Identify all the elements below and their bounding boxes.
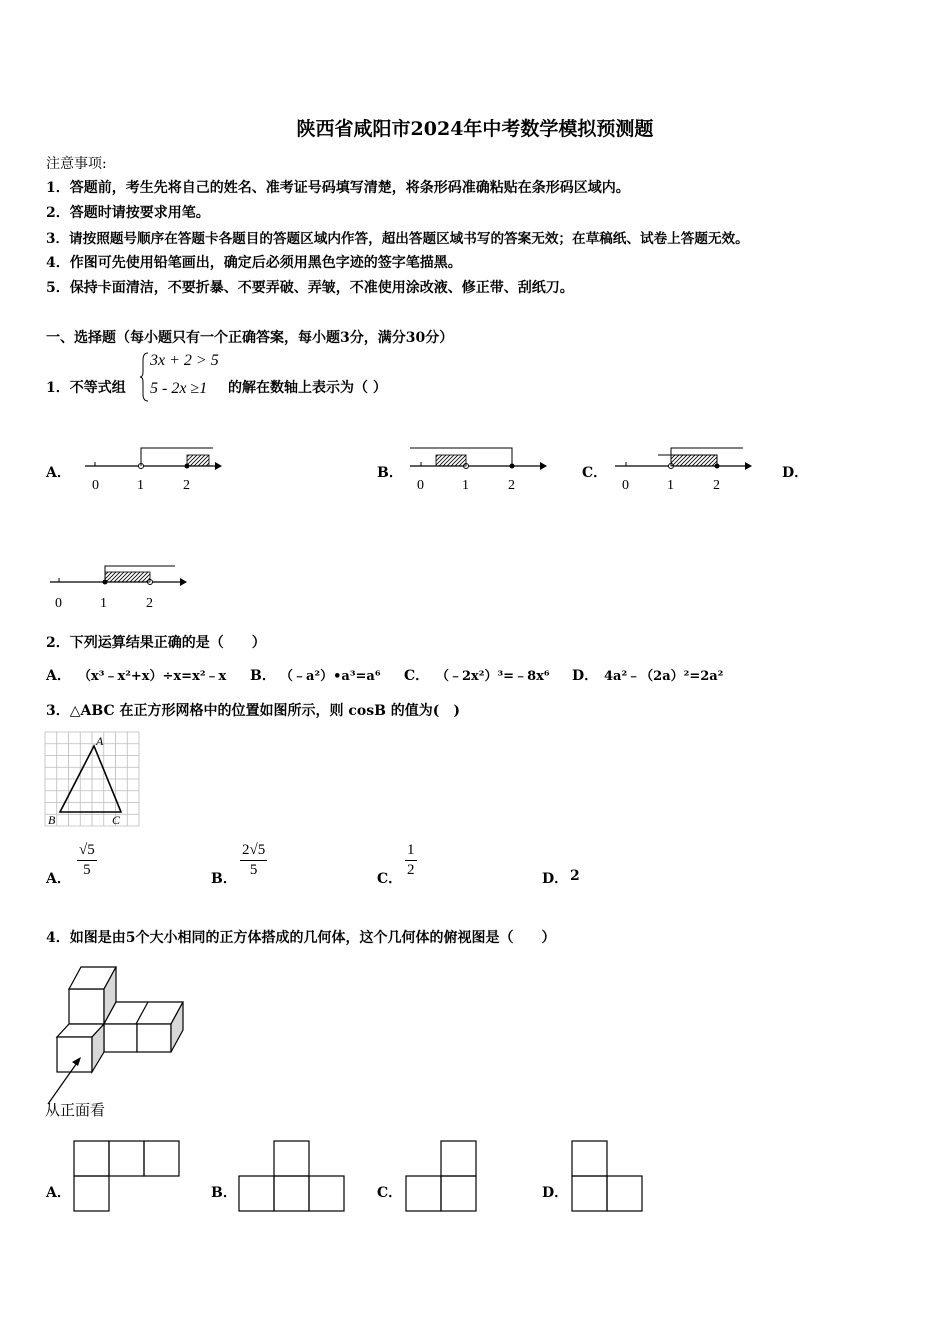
tick-label: 2 bbox=[146, 596, 153, 611]
number-line-c[interactable] bbox=[610, 440, 760, 495]
fraction-denominator: 5 bbox=[249, 862, 258, 878]
q3-option-c-label[interactable]: C． bbox=[377, 871, 403, 887]
notice-heading: 注意事项: bbox=[46, 156, 107, 172]
tick-label: 1 bbox=[137, 478, 144, 493]
top-view-c[interactable] bbox=[405, 1140, 485, 1215]
q1-option-d-label[interactable]: D． bbox=[782, 465, 809, 481]
number-line-d[interactable] bbox=[45, 555, 195, 613]
q1-option-b-label[interactable]: B． bbox=[377, 465, 403, 481]
tick-label: 1 bbox=[100, 596, 107, 611]
notice-item: 4．作图可先使用铅笔画出，确定后必须用黑色字迹的签字笔描黑。 bbox=[46, 255, 462, 271]
fraction-numerator: √5 bbox=[79, 842, 95, 858]
vertex-a-label: A bbox=[96, 734, 104, 748]
q4-option-c-label[interactable]: C． bbox=[377, 1185, 403, 1201]
notice-item: 2．答题时请按要求用笔。 bbox=[46, 205, 210, 221]
notice-item: 3．请按照题号顺序在答题卡各题目的答题区域内作答，超出答题区域书写的答案无效；在草稿纸、试卷上答题无效。 bbox=[46, 231, 749, 247]
q1-prefix: 1．不等式组 bbox=[46, 380, 126, 396]
inequality-1: 3x + 2 > 5 bbox=[150, 352, 219, 369]
tick-label: 1 bbox=[462, 478, 469, 493]
q3-option-a-value bbox=[77, 842, 97, 879]
tick-label: 2 bbox=[713, 478, 720, 493]
fraction-numerator: 2√5 bbox=[242, 842, 266, 858]
notice-item: 5．保持卡面清洁，不要折暴、不要弄破、弄皱，不准使用涂改液、修正带、刮纸刀。 bbox=[46, 280, 574, 296]
q3-option-b-value bbox=[240, 842, 267, 879]
vertex-c-label: C bbox=[112, 813, 121, 827]
system-brace-icon bbox=[140, 352, 150, 402]
q3-option-d-label[interactable]: D． bbox=[542, 871, 569, 887]
tick-label: 0 bbox=[55, 596, 62, 611]
q1-option-a-label[interactable]: A． bbox=[46, 465, 71, 481]
q2-option-c-text: （﹣2x²）³=﹣8x⁶ bbox=[436, 669, 550, 684]
tick-label: 0 bbox=[92, 478, 99, 493]
top-view-d[interactable] bbox=[571, 1140, 651, 1215]
vertex-b-label: B bbox=[48, 813, 56, 827]
q1-option-c-label[interactable]: C． bbox=[582, 465, 608, 481]
q2-option-a-text: （x³﹣x²+x）÷x=x²﹣x bbox=[78, 669, 227, 684]
tick-label: 2 bbox=[508, 478, 515, 493]
fraction-numerator: 1 bbox=[407, 842, 415, 858]
inequality-2: 5 - 2x ≥1 bbox=[150, 380, 208, 397]
fraction-bar bbox=[405, 860, 417, 861]
fraction-bar bbox=[240, 860, 267, 861]
q3-option-d-value: 2 bbox=[570, 868, 580, 884]
section-heading: 一、选择题（每小题只有一个正确答案，每小题3分，满分30分） bbox=[46, 330, 454, 346]
top-view-a[interactable] bbox=[73, 1140, 183, 1215]
q2-stem: 2．下列运算结果正确的是（ ） bbox=[46, 635, 266, 651]
q4-stem: 4．如图是由5个大小相同的正方体搭成的几何体，这个几何体的俯视图是（ ） bbox=[46, 930, 556, 946]
q3-stem: 3．△ABC 在正方形网格中的位置如图所示，则 cosB 的值为( ) bbox=[46, 703, 461, 719]
q4-option-d-label[interactable]: D． bbox=[542, 1185, 569, 1201]
tick-label: 1 bbox=[667, 478, 674, 493]
q2-option-d-text: 4a²﹣（2a）²=2a² bbox=[604, 669, 724, 684]
notice-item: 1．答题前，考生先将自己的姓名、准考证号码填写清楚，将条形码准确粘贴在条形码区域内。 bbox=[46, 180, 630, 196]
q2-option-d-label[interactable]: D． bbox=[572, 668, 599, 684]
triangle-grid-figure bbox=[45, 732, 140, 828]
q3-option-c-value bbox=[405, 842, 417, 879]
cube-solid-figure bbox=[45, 962, 185, 1122]
top-view-b[interactable] bbox=[238, 1140, 348, 1215]
fraction-denominator: 5 bbox=[83, 862, 91, 878]
tick-label: 0 bbox=[417, 478, 424, 493]
q2-option-b-label[interactable]: B． bbox=[250, 668, 276, 684]
q3-option-a-label[interactable]: A． bbox=[46, 871, 71, 887]
q2-option-a-label[interactable]: A． bbox=[46, 668, 71, 684]
q2-option-b-text: （﹣a²）•a³=a⁶ bbox=[280, 669, 381, 684]
fraction-denominator: 2 bbox=[407, 862, 415, 878]
q4-option-a-label[interactable]: A． bbox=[46, 1185, 71, 1201]
number-line-a[interactable] bbox=[80, 440, 225, 495]
q3-option-b-label[interactable]: B． bbox=[211, 871, 237, 887]
tick-label: 0 bbox=[622, 478, 629, 493]
number-line-b[interactable] bbox=[405, 440, 555, 495]
front-view-label: 从正面看 bbox=[45, 1103, 106, 1119]
fraction-bar bbox=[77, 860, 97, 861]
q2-option-c-label[interactable]: C． bbox=[404, 668, 430, 684]
page-title: 陕西省咸阳市2024年中考数学模拟预测题 bbox=[296, 118, 654, 140]
q1-suffix: 的解在数轴上表示为（ ） bbox=[228, 380, 387, 396]
tick-label: 2 bbox=[183, 478, 190, 493]
q4-option-b-label[interactable]: B． bbox=[211, 1185, 237, 1201]
